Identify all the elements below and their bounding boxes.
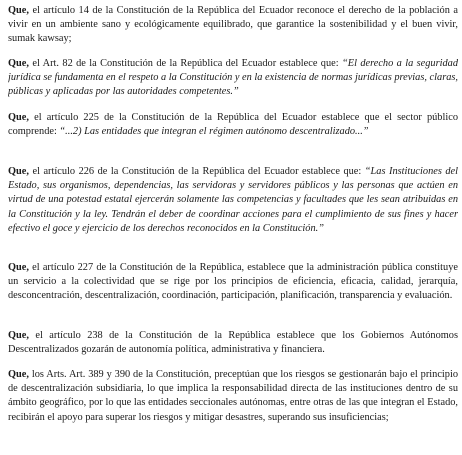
paragraph-art-14: [8, 4, 458, 47]
paragraph-lead: Que,: [8, 112, 29, 123]
paragraph-lead: Que,: [8, 58, 29, 69]
paragraph-text: el Art. 82 de la Constitución de la República del Ecuador establece que:: [28, 58, 342, 69]
paragraph-lead: Que,: [8, 166, 29, 177]
paragraph-lead: Que,: [8, 5, 29, 16]
paragraph-quote: “...2) Las entidades que integran el régimen autónomo descentralizado...”: [59, 126, 369, 138]
paragraph-art-238: [8, 329, 458, 357]
paragraph-lead: Que,: [8, 330, 29, 341]
paragraph-text: el artículo 226 de la Constitución de la República del Ecuador establece que:: [28, 166, 365, 177]
paragraph-text: el artículo 238 de la Constitución de la República establece que los Gobiernos Autónomos Descentralizados gozarán de autonomía política, administrativa y financiera.: [8, 330, 458, 356]
paragraph-art-82: [8, 57, 458, 100]
paragraph-quote: “El derecho a la seguridad jurídica se fundamenta en el respeto a la Constitución y en la existencia de normas jurídicas previas, claras, públicas y aplicadas por las autoridades competentes.”: [8, 58, 458, 98]
paragraph-text: el artículo 14 de la Constitución de la República del Ecuador reconoce el derecho de la población a vivir en un ambiente sano y ecológicamente equilibrado, que garantice la sostenibilidad y el buen vivir, sumak kawsay;: [8, 5, 458, 45]
paragraph-quote: “Las Instituciones del Estado, sus organismos, dependencias, las servidoras y servidores públicos y las personas que actúen en virtud de una potestad estatal ejercerán solamente las competencias y facultades que les sean atribuidas en la Constitución y la ley. Tendrán el deber de coordinar acciones para el cumplimiento de sus fines y hacer efectivo el goce y ejercicio de los derechos reconocidos en la Constitución.”: [8, 166, 458, 234]
paragraph-art-226: [8, 165, 458, 236]
paragraph-text: el artículo 227 de la Constitución de la República, establece que la administración pública constituye un servicio a la colectividad que se rige por los principios de eficiencia, eficacia, calidad, jerarquía, desconcentración, descentralización, coordinación, participación, planificación, transparencia y evaluación.: [8, 262, 458, 302]
paragraph-arts-389-390: [8, 368, 458, 425]
paragraph-art-225: [8, 111, 458, 139]
paragraph-text: los Arts. Art. 389 y 390 de la Constitución, preceptúan que los riesgos se gestionarán bajo el principio de descentralización subsidiaria, lo que implica la responsabilidad directa de las instituciones dentro de su ámbito geográfico, por lo que las entidades seccionales autónomas, entre otras de las que integran el Estado, recibirán el apoyo para superar los riesgos y mitigar desastres, superando sus insuficiencias;: [8, 369, 458, 423]
document-page: [8, 1, 458, 455]
paragraph-lead: Que,: [8, 262, 29, 273]
paragraph-art-227: [8, 261, 458, 304]
paragraph-text: el artículo 225 de la Constitución de la República del Ecuador establece que el sector público comprende:: [8, 112, 458, 138]
paragraph-lead: Que,: [8, 369, 29, 380]
